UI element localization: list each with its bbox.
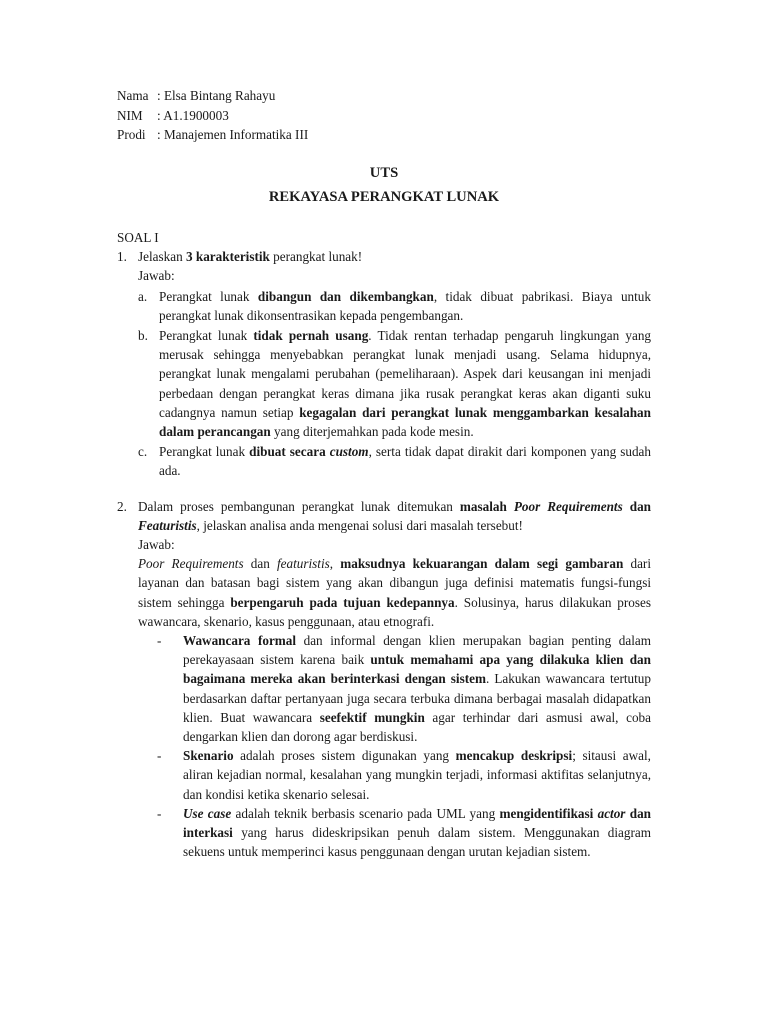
identity-name-row <box>117 86 308 106</box>
prodi-value: : Manajemen Informatika III <box>157 127 309 142</box>
text-run: , <box>329 556 341 572</box>
spacer <box>117 481 651 497</box>
bold-italic-run: Use case <box>183 805 232 821</box>
soal-heading: SOAL I <box>117 230 159 245</box>
bold-run: berpengaruh pada tujuan kedepannya <box>230 594 455 610</box>
italic-run: Poor Requirements <box>138 556 244 572</box>
question-number: 1. <box>117 249 127 265</box>
list-item <box>138 326 651 441</box>
text-run: yang harus dideskripsikan penuh dalam sistem. Menggunakan diagram sekuens untuk memperinci kasus penggunaan dengan urutan kejadian sistem. <box>183 825 651 860</box>
answer-list-q1 <box>117 287 651 481</box>
text-run: ; sitausi awal, aliran kejadian normal, kesalahan yang mungkin terjadi, informasi aktifitas selanjutnya, dan kondisi ketika skenario selesai. <box>183 748 651 802</box>
bullet-marker: - <box>157 805 162 821</box>
bullet-marker: - <box>157 748 162 764</box>
bold-run: tidak pernah usang <box>253 328 369 344</box>
bullet-item <box>157 804 651 862</box>
identity-prodi-row <box>117 125 308 145</box>
question-1 <box>117 247 651 266</box>
text-run: dan <box>243 556 278 572</box>
list-item <box>138 442 651 480</box>
item-letter: c. <box>138 444 148 460</box>
bullet-item <box>157 746 651 804</box>
bold-run: seefektif mungkin <box>319 709 425 725</box>
identity-block <box>117 86 308 145</box>
text-run: , jelaskan analisa anda mengenai solusi dari masalah tersebut! <box>196 517 523 533</box>
bold-italic-run: custom <box>329 444 369 460</box>
question-text <box>138 497 651 535</box>
bold-italic-run: actor <box>597 805 626 821</box>
answer-label: Jawab: <box>138 268 175 284</box>
answer-label: Jawab: <box>138 537 175 553</box>
text-run: adalah proses sistem digunakan yang <box>233 748 456 764</box>
name-value: : Elsa Bintang Rahayu <box>157 88 276 103</box>
bullet-marker: - <box>157 633 162 649</box>
text-run: Dalam proses pembangunan perangkat lunak ditemukan <box>138 498 460 514</box>
text-run: yang diterjemahkan pada kode mesin. <box>270 424 474 440</box>
document-title-uts: UTS <box>369 165 399 181</box>
bold-italic-run: Poor Requirements <box>513 498 623 514</box>
bullet-item <box>157 631 651 746</box>
text-run: . Lakukan wawancara tertutup berdasarkan daftar pertanyaan juga secara terbuka dimana berbagai masalah didapatkan klien. Buat wawancara <box>183 671 651 725</box>
bold-run: Wawancara formal <box>183 633 297 649</box>
bold-run: mengidentifikasi <box>499 805 598 821</box>
identity-nim-row <box>117 106 308 126</box>
bold-run: kegagalan dari perangkat lunak menggambarkan kesalahan dalam perancangan <box>159 404 651 440</box>
nim-label: NIM <box>117 107 143 123</box>
list-item <box>138 287 651 325</box>
prodi-label: Prodi <box>117 127 146 142</box>
bold-run: dibangun dan dikembangkan <box>257 288 434 304</box>
text-run: dan informal dengan klien merupakan bagian penting dalam perekayasaan sistem karena baik <box>183 633 651 668</box>
text-run: , serta tidak dapat dirakit dari komponen yang sudah ada. <box>159 444 651 479</box>
text-run: . Tidak rentan terhadap pengaruh lingkungan yang merusak sehingga menyebabkan perangkat lunak menjadi usang. Selama hidupnya, perangkat lunak mengalami perubahan (pemeliharaan). Aspek dari keusangan ini menjadi perbedaan dengan perangkat keras dimana jika rusak perangkat keras akan diganti suku cadangnya namun setiap <box>159 328 652 420</box>
text-run: Jelaskan <box>138 249 186 265</box>
question-2 <box>117 497 651 535</box>
bold-italic-run: Featuristis <box>138 517 197 533</box>
text-run: agar terhindar dari asmusi awal, coba dengarkan klien dan dorong agar berdiskusi. <box>183 709 651 745</box>
bold-run: untuk memahami apa yang dilakuka klien dan bagaimana mereka akan berinterkasi dengan sistem <box>183 652 651 687</box>
text-run: Perangkat lunak <box>159 288 258 304</box>
bold-run: Skenario <box>183 748 234 764</box>
item-text <box>159 287 651 325</box>
item-text <box>159 326 651 441</box>
italic-run: featuristis <box>277 556 330 572</box>
bullet-text <box>183 746 651 804</box>
nim-value: : A1.1900003 <box>157 107 229 123</box>
text-run: Perangkat lunak <box>159 328 254 344</box>
item-text <box>159 442 651 480</box>
bold-run: dan <box>629 498 652 514</box>
name-label: Nama <box>117 88 149 103</box>
bullet-text <box>183 631 651 746</box>
bold-run: dan interkasi <box>183 805 651 841</box>
bold-run: mencakup deskripsi <box>455 748 573 764</box>
bullet-text <box>183 804 651 862</box>
text-run: Perangkat lunak <box>159 444 250 460</box>
question-number: 2. <box>117 498 127 514</box>
text-run: . Solusinya, harus dilakukan proses wawancara, skenario, kasus penggunaan, atau etnografi. <box>138 594 651 629</box>
answer-intro <box>117 554 651 631</box>
item-letter: b. <box>138 328 148 344</box>
text-run: adalah teknik berbasis scenario pada UML yang <box>231 805 500 821</box>
text-run: perangkat lunak! <box>269 249 363 265</box>
item-letter: a. <box>138 288 148 304</box>
text-run: dari layanan dan batasan bagi sistem yang akan dibangun juga definisi matematis fungsi-fungsi sistem sehingga <box>138 556 651 610</box>
document-title-course: REKAYASA PERANGKAT LUNAK <box>268 189 500 205</box>
bold-run: masalah <box>459 498 514 514</box>
text-run: , tidak dibuat pabrikasi. Biaya untuk perangkat lunak dikonsentrasikan kepada pengembangan. <box>159 288 651 323</box>
document-body <box>117 228 651 862</box>
bold-run: dibuat secara <box>249 444 330 460</box>
bold-run: maksudnya kekuarangan dalam segi gambaran <box>340 556 624 572</box>
bold-run: 3 karakteristik <box>185 249 270 265</box>
question-text <box>138 247 651 266</box>
